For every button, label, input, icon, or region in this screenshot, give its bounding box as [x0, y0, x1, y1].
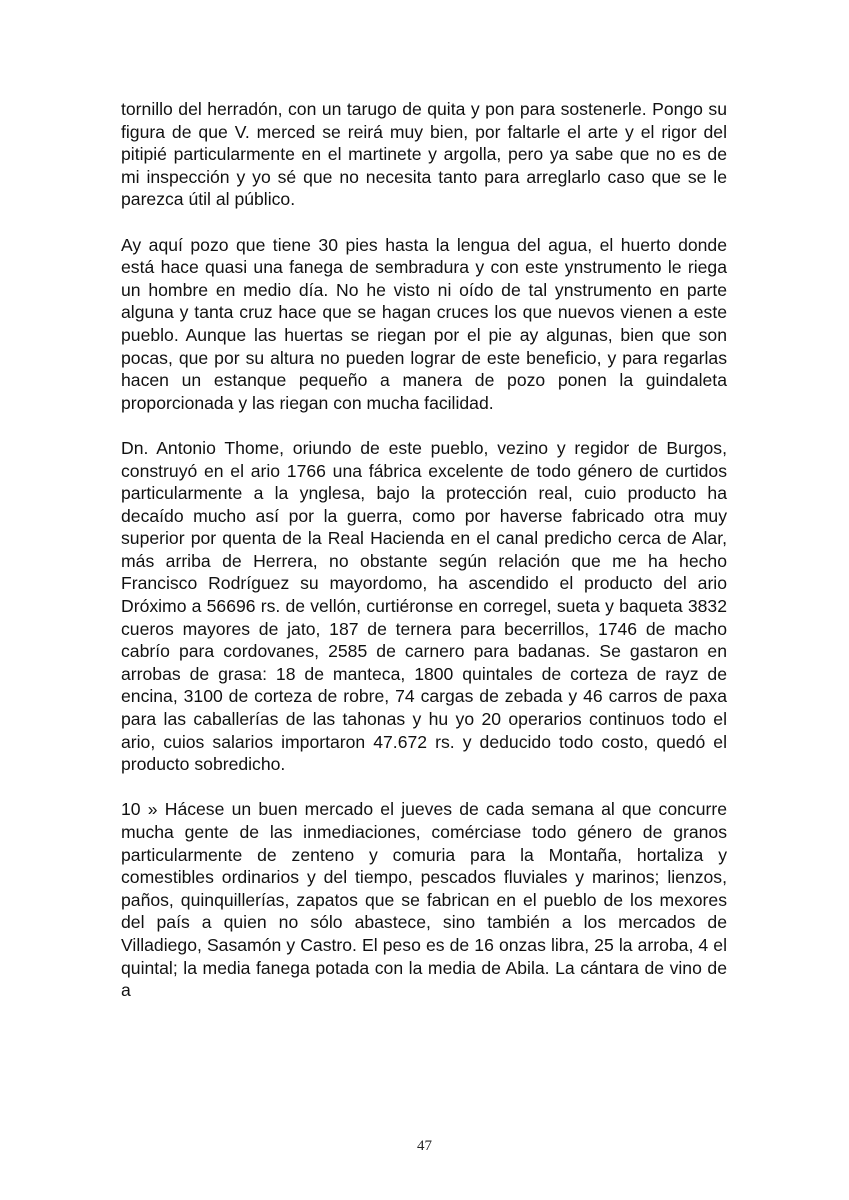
paragraph-1: tornillo del herradón, con un tarugo de quita y pon para sostenerle. Pongo su figura de que V. merced se reirá muy bien, por faltarle el arte y el rigor del pitipié particularmente en el martinete y argolla, pero ya sabe que no es de mi inspección y yo sé que no necesita tanto para arreglarlo caso que se le parezca útil al público.: [121, 99, 727, 210]
paragraph-2: Ay aquí pozo que tiene 30 pies hasta la lengua del agua, el huerto donde está hace quasi una fanega de sembradura y con este ynstrumento le riega un hombre en medio día. No he visto ni oído de tal ynstrumento en parte alguna y tanta cruz hace que se hagan cruces los que nuevos vienen a este pueblo. Aunque las huertas se riegan por el pie ay algunas, bien que son pocas, que por su altura no pueden lograr de este beneficio, y para regarlas hacen un estanque pequeño a manera de pozo ponen la guindaleta proporcionada y las riegan con mucha facilidad.: [121, 234, 727, 413]
page-number: 47: [417, 1138, 432, 1154]
body-text: [121, 98, 727, 1024]
paragraph-4: 10 » Hácese un buen mercado el jueves de cada semana al que concurre mucha gente de las inmediaciones, comérciase todo género de granos particularmente de zenteno y comuria para la Montaña, hortaliza y comestibles ordinarios y del tiempo, pescados fluviales y marinos; lienzos, paños, quinquillerías, zapatos que se fabrican en el pueblo de los mexores del país a quien no sólo abastece, sino también a los mercados de Villadiego, Sasamón y Castro. El peso es de 16 onzas libra, 25 la arroba, 4 el quintal; la media fanega potada con la media de Abila. La cántara de vino de a: [121, 799, 727, 1001]
paragraph-3: Dn. Antonio Thome, oriundo de este pueblo, vezino y regidor de Burgos, construyó en el ario 1766 una fábrica excelente de todo género de curtidos particularmente a la ynglesa, bajo la protección real, cuio producto ha decaído mucho así por la guerra, como por haverse fabricado otra muy superior por quenta de la Real Hacienda en el canal predicho cerca de Alar, más arriba de Herrera, no obstante según relación que me ha hecho Francisco Rodríguez su mayordomo, ha ascendido el producto del ario Dróximo a 56696 rs. de vellón, curtiéronse en corregel, sueta y baqueta 3832 cueros mayores de jato, 187 de ternera para becerrillos, 1746 de macho cabrío para cordovanes, 2585 de carnero para badanas. Se gastaron en arrobas de grasa: 18 de manteca, 1800 quintales de corteza de rayz de encina, 3100 de corteza de robre, 74 cargas de zebada y 46 carros de paxa para las caballerías de las tahonas y hu yo 20 operarios continuos todo el ario, cuios salarios importaron 47.672 rs. y deducido todo costo, quedó el producto sobredicho.: [121, 437, 727, 775]
